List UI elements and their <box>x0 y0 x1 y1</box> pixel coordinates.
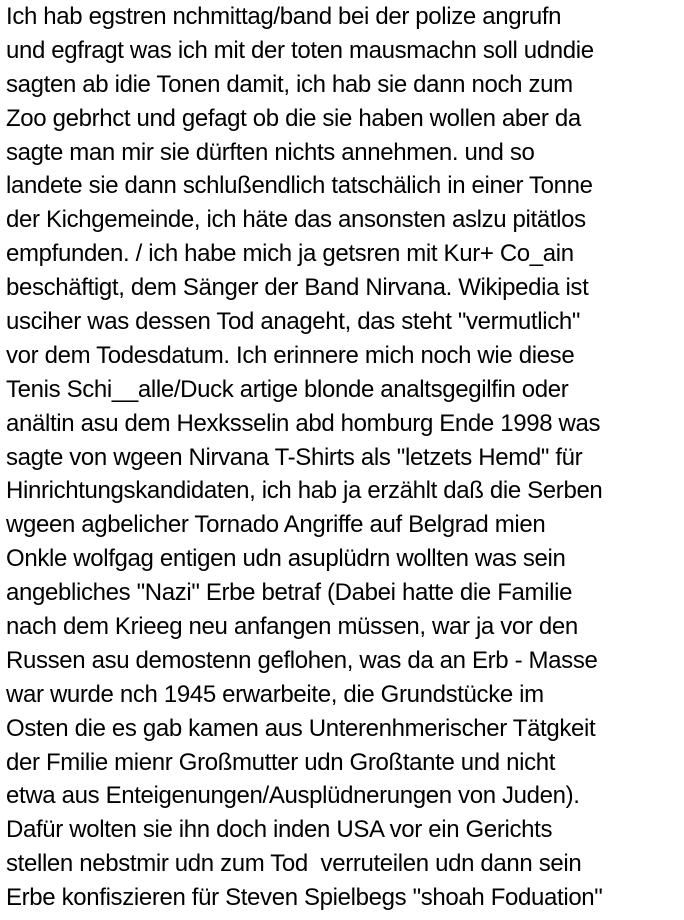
text-line-6: landete sie dann schlußendlich tatschälich in einer Tonne <box>6 172 593 200</box>
text-line-11: vor dem Todesdatum. Ich erinnere mich noch wie diese <box>6 341 575 369</box>
text-line-26: stellen nebstmir udn zum Tod verruteilen udn dann sein <box>6 850 582 878</box>
text-line-21: war wurde nch 1945 erwarbeite, die Grundstücke im <box>6 680 544 708</box>
text-line-18: angebliches "Nazi" Erbe betraf (Dabei hatte die Familie <box>6 579 573 607</box>
text-line-8: empfunden. / ich habe mich ja getsren mit Kur+ Co_ain <box>6 240 574 268</box>
text-line-12: Tenis Schi__alle/Duck artige blonde analtsgegilfin oder <box>6 375 569 403</box>
text-line-17: Onkle wolfgag entigen udn asuplüdrn wollten was sein <box>6 545 566 573</box>
text-line-3: sagten ab idie Tonen damit, ich hab sie dann noch zum <box>6 70 573 98</box>
text-line-5: sagte man mir sie dürften nichts annehmen. und so <box>6 138 535 166</box>
text-line-22: Osten die es gab kamen aus Unterenhmerischer Tätgkeit <box>6 714 596 742</box>
text-line-10: usciher was dessen Tod anageht, das steht "vermutlich" <box>6 308 581 336</box>
text-line-9: beschäftigt, dem Sänger der Band Nirvana. Wikipedia ist <box>6 274 589 302</box>
text-line-19: nach dem Krieeg neu anfangen müssen, war ja vor den <box>6 613 578 641</box>
text-line-1: Ich hab egstren nchmittag/band bei der polize angrufn <box>6 3 562 30</box>
text-line-2: und egfragt was ich mit der toten mausmachn soll udndie <box>6 36 594 64</box>
text-line-27: Erbe konfiszieren für Steven Spielbegs "shoah Foduation" <box>6 884 603 912</box>
document-text <box>6 0 682 915</box>
text-line-25: Dafür wolten sie ihn doch inden USA vor ein Gerichts <box>6 816 553 844</box>
text-line-23: der Fmilie mienr Großmutter udn Großtante und nicht <box>6 748 556 776</box>
text-line-20: Russen asu demostenn geflohen, was da an Erb - Masse <box>6 646 598 674</box>
text-line-24: etwa aus Enteigenungen/Ausplüdnerungen von Juden). <box>6 782 580 810</box>
text-line-13: anältin asu dem Hexksselin abd homburg Ende 1998 was <box>6 409 601 437</box>
text-line-15: Hinrichtungskandidaten, ich hab ja erzählt daß die Serben <box>6 477 603 505</box>
text-line-14: sagte von wgeen Nirvana T-Shirts als "letzets Hemd" für <box>6 443 583 471</box>
text-line-7: der Kichgemeinde, ich häte das ansonsten aslzu pitätlos <box>6 206 586 234</box>
text-line-16: wgeen agbelicher Tornado Angriffe auf Belgrad mien <box>6 511 546 539</box>
text-line-4: Zoo gebrhct und gefagt ob die sie haben wollen aber da <box>6 104 581 132</box>
